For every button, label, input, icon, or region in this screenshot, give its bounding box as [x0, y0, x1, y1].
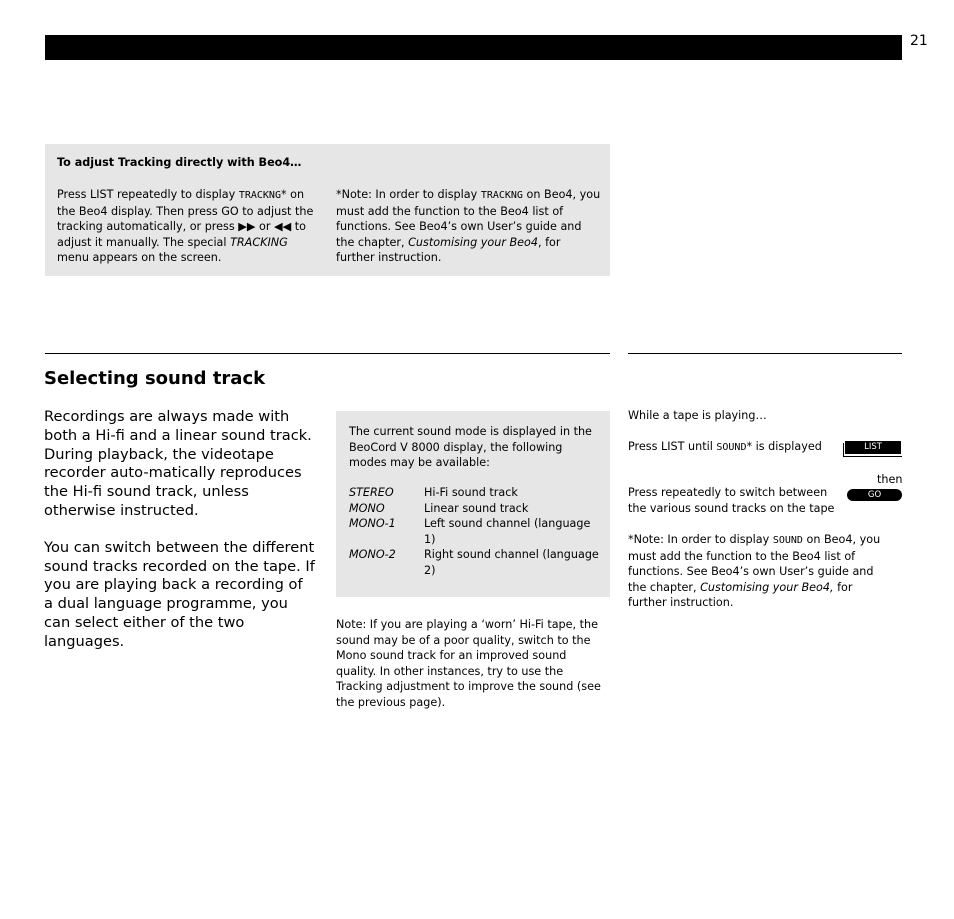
intro-paragraph-1: Recordings are always made with both a Hi-fi and a linear sound track. During playback, the videotape recorder auto-matically reproduces the Hi-fi sound track, unless otherwise instructed. [44, 408, 312, 519]
tracking-menu-name: TRACKING [230, 235, 288, 249]
tracking-note-3: , for further instruction. [336, 235, 561, 264]
then-label: then [877, 473, 903, 486]
mode-name: MONO-2 [349, 548, 396, 561]
mode-description: Hi-Fi sound track [424, 486, 518, 499]
tracking-note-2: on Beo4, you must add the function to the Beo4 list of functions. See Beo4’s own User’s guide and the chapter, [336, 188, 601, 249]
press-list-text: Press LIST until [628, 440, 717, 453]
mode-name: MONO [349, 501, 385, 515]
list-button: LIST [845, 441, 901, 454]
tracking-title: To adjust Tracking directly with Beo4… [57, 156, 302, 169]
sound-modes-intro: The current sound mode is displayed in the BeoCord V 8000 display, the following modes may be available: [349, 425, 592, 469]
while-playing-label: While a tape is playing… [628, 409, 767, 422]
mode-row-stereo [349, 485, 599, 501]
section-rule-right [628, 353, 902, 354]
page-number: 21 [910, 33, 928, 49]
tracking-note [336, 187, 601, 266]
tracking-text-3: menu appears on the screen. [57, 251, 222, 264]
mode-row-mono-1 [349, 516, 599, 547]
display-code-sound-note: SOUND [772, 535, 803, 546]
display-code-sound: SOUND [716, 442, 747, 453]
sound-note-1: *Note: In order to display [628, 533, 773, 546]
sound-note-3: for further instruction. [628, 580, 853, 609]
display-code-trackng: TRACKNG [238, 190, 281, 201]
section-heading: Selecting sound track [44, 368, 266, 389]
sound-note-chapter: Customising your Beo4, [700, 580, 834, 594]
sound-note-2: on Beo4, you must add the function to the Beo4 list of functions. See Beo4’s own User’s guide and the chapter, [628, 533, 881, 594]
press-repeatedly-instruction: Press repeatedly to switch between the various sound tracks on the tape [628, 486, 835, 515]
mode-description: Right sound channel (language 2) [424, 548, 599, 577]
mode-row-mono-2 [349, 547, 599, 578]
tracking-note-chapter: Customising your Beo4 [408, 235, 538, 249]
header-bar [45, 35, 902, 60]
mode-name: MONO-1 [349, 517, 396, 530]
display-code-trackng-note: TRACKNG [480, 190, 523, 201]
intro-text [44, 408, 316, 670]
press-list-instruction [628, 439, 822, 456]
tracking-note-1: *Note: In order to display [336, 188, 481, 201]
section-rule-left [45, 353, 610, 354]
mode-name: STEREO [349, 486, 394, 499]
mode-row-mono [349, 501, 599, 517]
tracking-instructions [57, 187, 322, 266]
mode-description: Linear sound track [424, 501, 529, 515]
sound-note [628, 532, 893, 611]
tracking-text-1: Press LIST repeatedly to display [57, 188, 239, 201]
worn-tape-note: Note: If you are playing a ‘worn’ Hi-Fi tape, the sound may be of a poor quality, switch to the Mono sound track for an improved sound quality. In other instances, try to use the Tracking adjustment to improve the sound (see the previous page). [336, 618, 601, 709]
tracking-text-2: * on the Beo4 display. Then press GO to adjust the tracking automatically, or press ▶▶ or ◀◀ to adjust it manually. The special [57, 188, 314, 249]
intro-paragraph-2: You can switch between the different sound tracks recorded on the tape. If you are playing back a recording of a dual language programme, you can select either of the two languages. [44, 538, 315, 650]
sound-modes-list [349, 485, 599, 578]
mode-description: Left sound channel (language 1) [424, 517, 591, 546]
go-button: GO [847, 489, 902, 501]
press-list-end: * is displayed [746, 440, 822, 453]
